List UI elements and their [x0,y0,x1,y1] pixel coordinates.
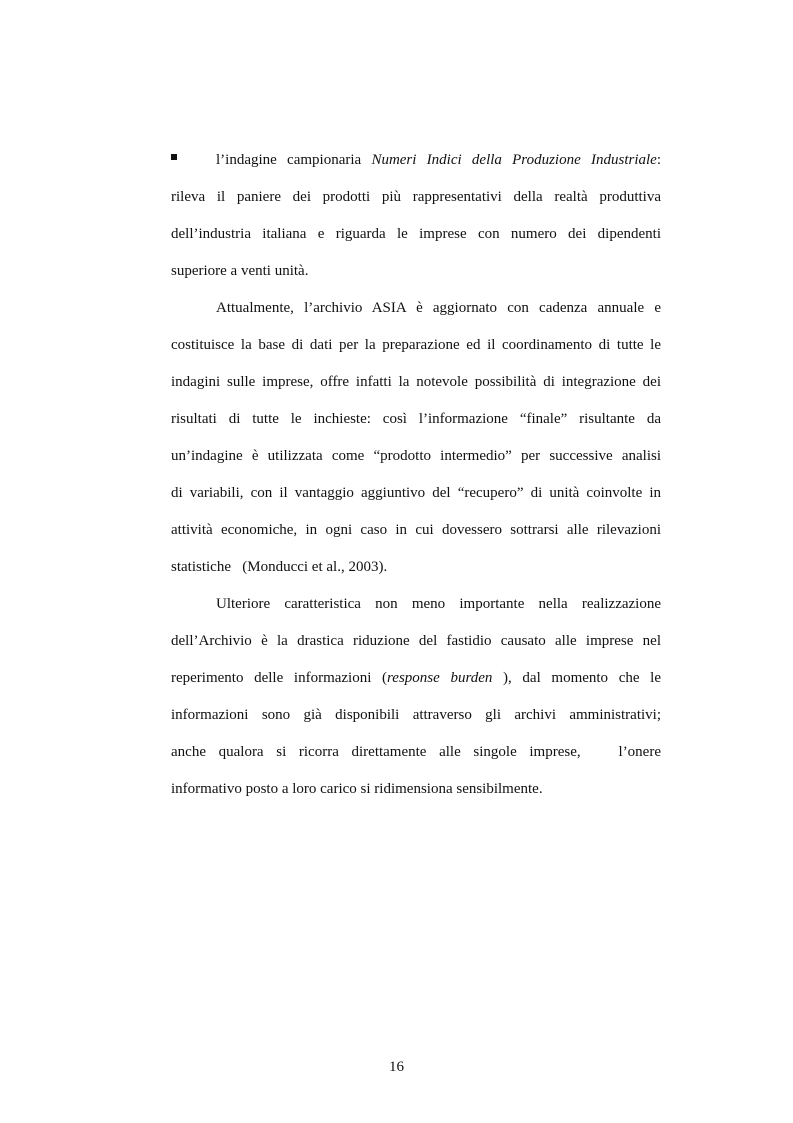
paragraph-2-line-3-pre: reperimento delle informazioni ( [171,670,388,686]
paragraph-2-line-5: anche qualora si ricorra direttamente alle singole imprese, l’onere [171,744,661,760]
paragraph-1-line-3: indagini sulle imprese, offre infatti la notevole possibilità di integrazione dei [171,374,661,390]
bullet-item-line-2: rileva il paniere dei prodotti più rappresentativi della realtà produttiva [171,189,661,205]
bullet-item-colon: : [656,152,661,168]
paragraph-1-line-2: costituisce la base di dati per la preparazione ed il coordinamento di tutte le [171,337,661,353]
paragraph-1-line-8: statistiche (Monducci et al., 2003). [171,559,388,575]
bullet-square-icon [171,154,177,160]
paragraph-1-line-5: un’indagine è utilizzata come “prodotto intermedio” per successive analisi [171,448,661,464]
paragraph-2-line-1: Ulteriore caratteristica non meno importante nella realizzazione [216,596,661,612]
paragraph-1-line-1: Attualmente, l’archivio ASIA è aggiornato con cadenza annuale e [216,300,661,316]
bullet-item-text: l’indagine campionaria [216,152,372,168]
paragraph-2-line-2: dell’Archivio è la drastica riduzione del fastidio causato alle imprese nel [171,633,661,649]
bullet-item-line-4: superiore a venti unità. [171,263,309,279]
paragraph-2-line-3-post: ), dal momento che le [492,670,661,686]
paragraph-1-line-6: di variabili, con il vantaggio aggiuntivo del “recupero” di unità coinvolte in [171,485,661,501]
survey-title: Numeri Indici della Produzione Industriale [371,152,657,168]
paragraph-2-line-6: informativo posto a loro carico si ridimensiona sensibilmente. [171,781,543,797]
paragraph-2-line-4: informazioni sono già disponibili attraverso gli archivi amministrativi; [171,707,661,723]
paragraph-2-line-3 [171,668,661,688]
response-burden-term: response burden [387,670,493,686]
bullet-item-line-3: dell’industria italiana e riguarda le imprese con numero dei dipendenti [171,226,661,242]
page-number: 16 [389,1059,404,1075]
bullet-item-line-1 [216,150,661,170]
paragraph-1-line-7: attività economiche, in ogni caso in cui dovessero sottrarsi alle rilevazioni [171,522,661,538]
paragraph-1-line-4: risultati di tutte le inchieste: così l’informazione “finale” risultante da [171,411,661,427]
